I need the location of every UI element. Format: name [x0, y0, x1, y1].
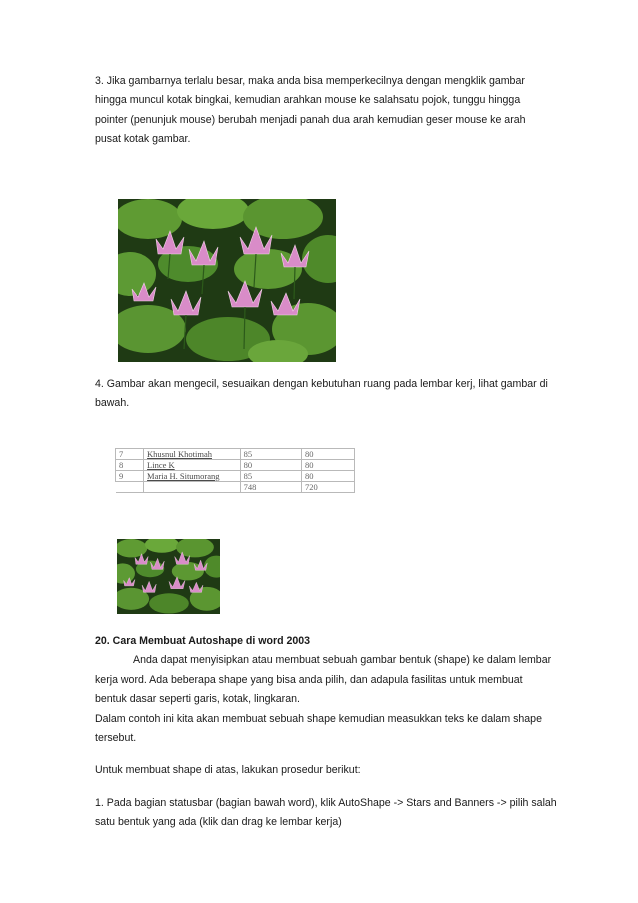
section20-block [95, 632, 575, 748]
table-cell: 80 [240, 460, 301, 471]
section20-line: kerja word. Ada beberapa shape yang bisa anda pilih, dan adapula fasilitas untuk membuat [95, 673, 523, 686]
table-row [116, 460, 355, 471]
lotus-photo-art [117, 539, 220, 614]
table-cell: 748 [240, 482, 301, 493]
lotus-photo-art [118, 199, 336, 362]
table-cell: 720 [301, 482, 354, 493]
table-cell: 85 [240, 449, 301, 460]
lotus-photo-large [118, 199, 336, 362]
procedure-paragraph [95, 761, 575, 780]
step3-line: pusat kotak gambar. [95, 133, 191, 146]
table-row [116, 449, 355, 460]
step4-line: 4. Gambar akan mengecil, sesuaikan dengan kebutuhan ruang pada lembar kerj, lihat gambar di [95, 378, 548, 390]
step4-paragraph [95, 375, 575, 414]
score-table [115, 448, 355, 493]
section20-line: Anda dapat menyisipkan atau membuat sebuah gambar bentuk (shape) ke dalam lembar [133, 654, 552, 667]
table-cell: 80 [301, 460, 354, 471]
step1-paragraph [95, 794, 575, 833]
step4-line: bawah. [95, 397, 130, 410]
table-cell: 80 [301, 449, 354, 460]
table-cell [144, 482, 241, 493]
table-cell: 85 [240, 471, 301, 482]
step1-line: satu bentuk yang ada (klik dan drag ke lembar kerja) [95, 816, 342, 829]
table-cell: 7 [116, 449, 144, 460]
table-cell [116, 482, 144, 493]
step3-line: pointer (penunjuk mouse) berubah menjadi panah dua arah kemudian geser mouse ke arah [95, 113, 526, 126]
table-cell: 8 [116, 460, 144, 471]
table-cell: 9 [116, 471, 144, 482]
procedure-line: Untuk membuat shape di atas, lakukan prosedur berikut: [95, 764, 361, 776]
table-cell: Lince K [144, 460, 241, 471]
table-row [116, 471, 355, 482]
table-cell: Khusnul Khotimah [144, 449, 241, 460]
section20-heading: 20. Cara Membuat Autoshape di word 2003 [95, 635, 311, 647]
step3-line: hingga muncul kotak bingkai, kemudian arahkan mouse ke salahsatu pojok, tunggu hingga [95, 94, 521, 107]
section20-line: Dalam contoh ini kita akan membuat sebuah shape kemudian measukkan teks ke dalam shape [95, 712, 542, 725]
section20-line: tersebut. [95, 732, 137, 745]
step3-line: 3. Jika gambarnya terlalu besar, maka anda bisa memperkecilnya dengan mengklik gambar [95, 75, 525, 87]
step1-line: 1. Pada bagian statusbar (bagian bawah word), klik AutoShape -> Stars and Banners -> pilih salah [95, 797, 557, 809]
table-cell: 80 [301, 471, 354, 482]
step3-paragraph [95, 72, 575, 150]
table-cell: Maria H. Situmorang [144, 471, 241, 482]
section20-line: bentuk dasar seperti garis, kotak, lingkaran. [95, 693, 300, 706]
lotus-photo-small [117, 539, 220, 614]
table-row [116, 482, 355, 493]
